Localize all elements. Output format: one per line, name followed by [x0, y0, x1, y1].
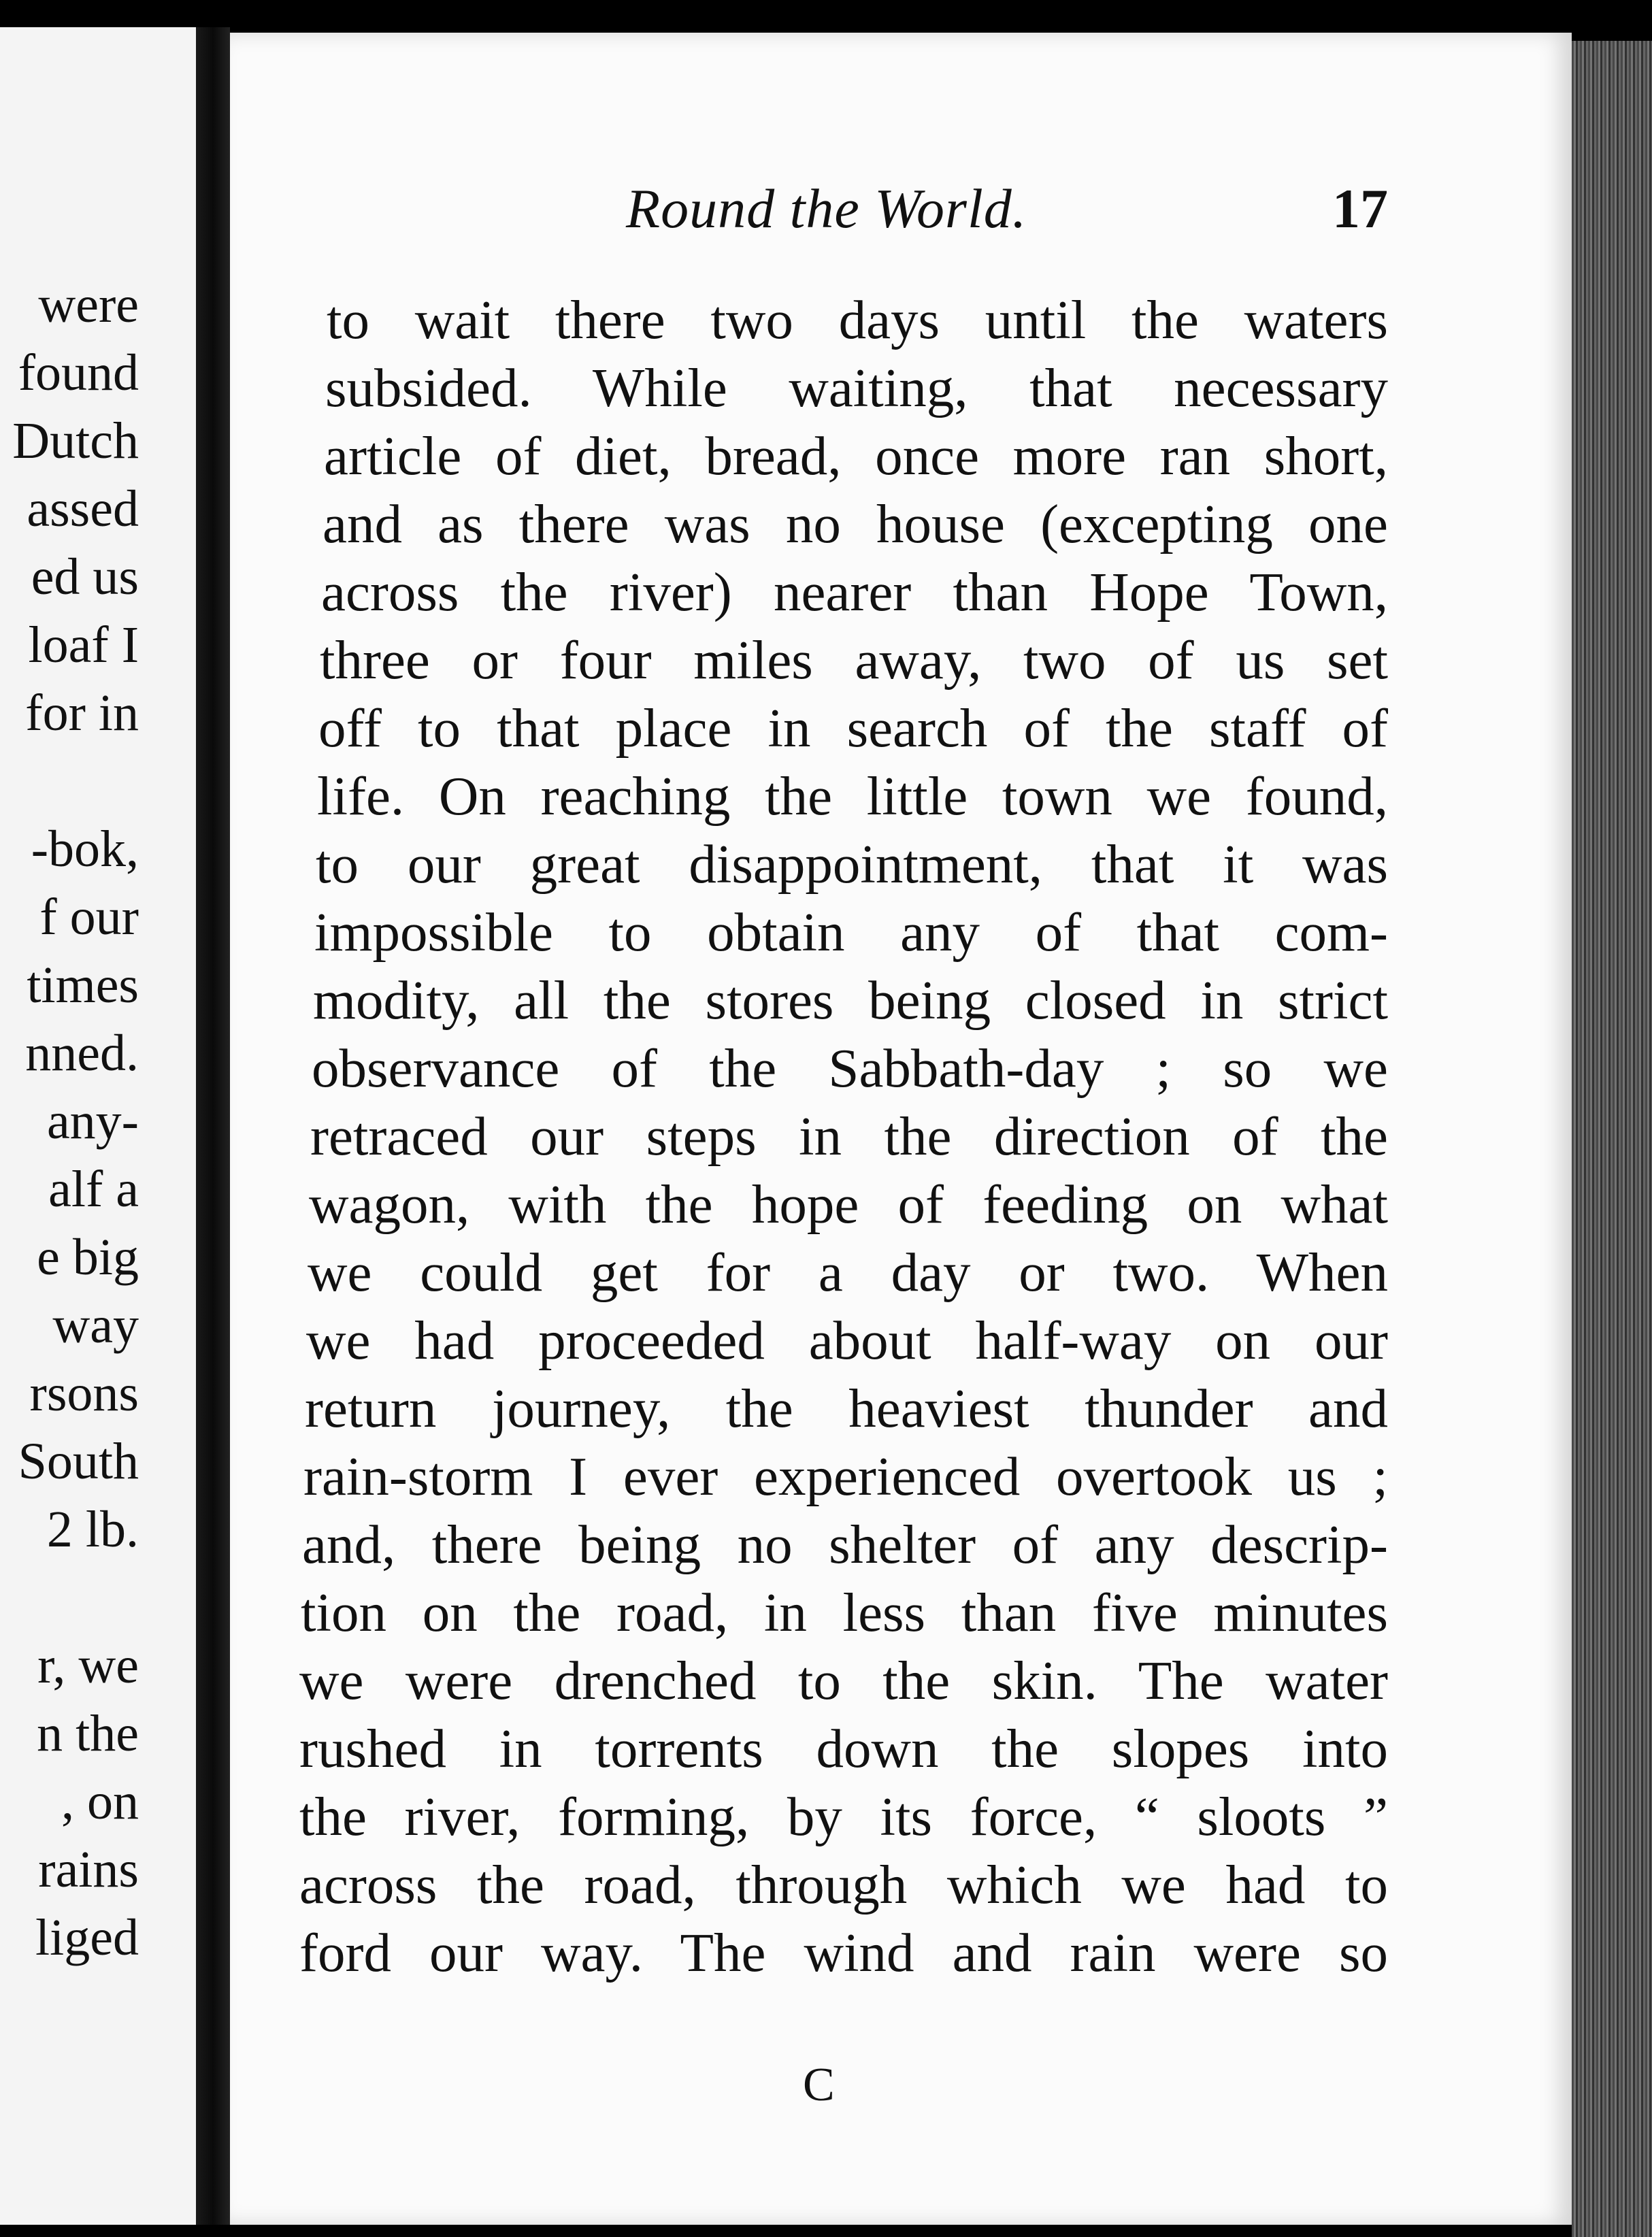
facing-page-line: for in: [25, 684, 139, 742]
running-title: Round the World.: [626, 178, 1027, 239]
facing-page-line: Dutch: [12, 412, 139, 469]
facing-page-line: were: [38, 276, 139, 333]
page-block-edge: [1572, 41, 1652, 2237]
text-line: and, there being no shelter of any descrip-: [302, 1514, 1388, 1575]
facing-page-line: liged: [35, 1909, 139, 1966]
text-line: return journey, the heaviest thunder and: [305, 1378, 1388, 1439]
facing-page-line: -bok,: [31, 821, 139, 878]
facing-page-line: any-: [46, 1093, 139, 1150]
text-line: we could get for a day or two. When: [308, 1242, 1388, 1303]
text-line: across the river) nearer than Hope Town,: [321, 561, 1388, 623]
body-text: [299, 286, 1402, 1987]
facing-page-line: found: [18, 344, 139, 401]
signature-mark: C: [803, 2059, 835, 2111]
text-line: life. On reaching the little town we found,: [317, 765, 1388, 827]
text-line: we were drenched to the skin. The water: [299, 1650, 1388, 1711]
text-line: article of diet, bread, once more ran short,: [324, 425, 1388, 486]
facing-page-line: way: [52, 1297, 139, 1354]
text-line: ford our way. The wind and rain were so: [299, 1922, 1388, 1983]
running-head: [395, 170, 1429, 238]
facing-page-line: f our: [39, 889, 139, 946]
text-line: rain-storm I ever experienced overtook us ;: [303, 1446, 1388, 1507]
text-line: across the road, through which we had to: [299, 1854, 1388, 1915]
facing-page-line: , on: [61, 1773, 139, 1830]
facing-page-line: nned.: [25, 1025, 139, 1082]
text-line: to wait there two days until the waters: [327, 289, 1388, 350]
facing-page-line: rsons: [29, 1365, 139, 1422]
facing-page-line: n the: [37, 1705, 139, 1762]
text-line: rushed in torrents down the slopes into: [299, 1718, 1388, 1779]
page-number: 17: [1332, 178, 1388, 239]
text-line: impossible to obtain any of that com-: [314, 901, 1388, 963]
text-line: modity, all the stores being closed in strict: [313, 970, 1388, 1031]
text-line: observance of the Sabbath-day ; so we: [312, 1038, 1388, 1099]
facing-page-fragment: [0, 27, 196, 2225]
text-line: wagon, with the hope of feeding on what: [309, 1174, 1388, 1235]
text-line: three or four miles away, two of us set: [320, 629, 1388, 691]
facing-page-line: rains: [38, 1841, 139, 1898]
text-line: retraced our steps in the direction of the: [310, 1106, 1388, 1167]
facing-page-line: assed: [27, 480, 139, 537]
facing-page-line: r, we: [37, 1637, 139, 1694]
text-line: we had proceeded about half-way on our: [306, 1310, 1388, 1371]
facing-page-line: South: [18, 1433, 139, 1490]
text-line: off to that place in search of the staff of: [318, 697, 1388, 759]
text-line: and as there was no house (excepting one: [323, 493, 1388, 554]
text-line: to our great disappointment, that it was: [316, 833, 1388, 895]
facing-page-line: e big: [37, 1229, 139, 1286]
facing-page-line: 2 lb.: [46, 1501, 139, 1558]
facing-page-line: times: [27, 957, 139, 1014]
facing-page-line: ed us: [31, 548, 139, 606]
text-line: tion on the road, in less than five minutes: [301, 1582, 1388, 1643]
text-line: subsided. While waiting, that necessary: [325, 357, 1388, 418]
text-line: the river, forming, by its force, “ sloots ”: [299, 1786, 1388, 1847]
facing-page-line: loaf I: [28, 616, 139, 674]
book-gutter: [196, 27, 230, 2225]
facing-page-line: alf a: [48, 1161, 139, 1218]
